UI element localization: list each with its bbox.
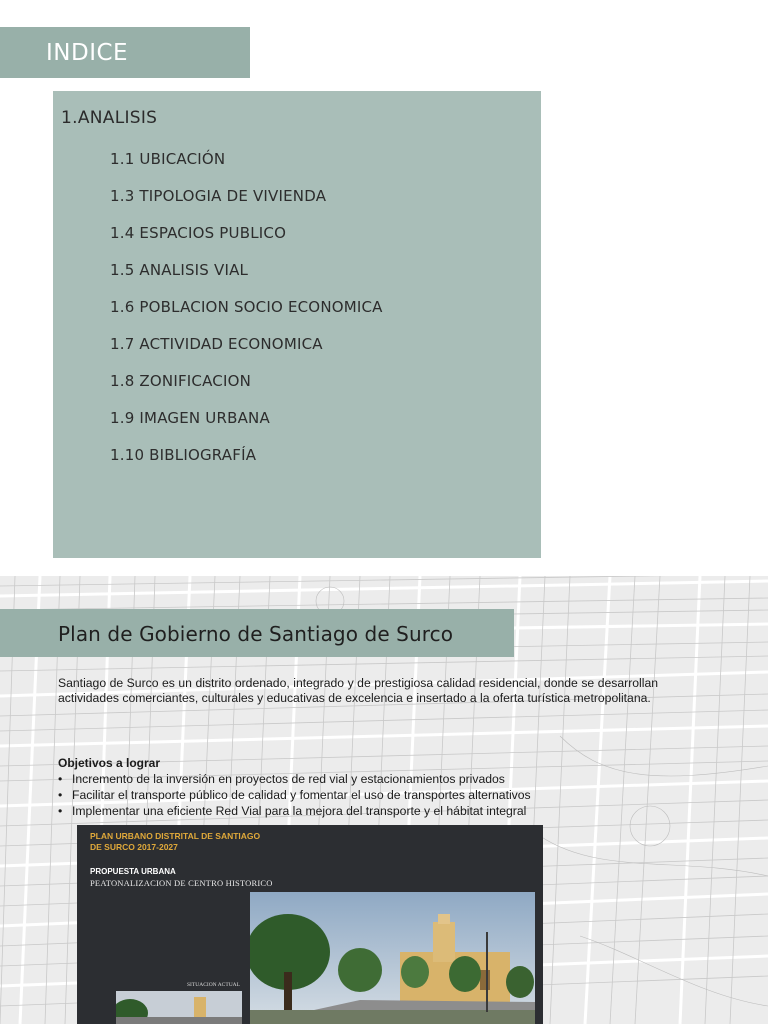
objectives-list [58,771,531,819]
index-header-text: INDICE [46,40,129,66]
toc-item: 1.5 ANALISIS VIAL [110,261,249,279]
objective-text: Facilitar el transporte público de calidad y fomentar el uso de transportes alternativos [72,788,531,802]
bullet: • [58,772,63,786]
objective-item [58,771,531,787]
toc-item: 1.8 ZONIFICACION [110,372,251,390]
street-photo [250,892,535,1024]
toc-item: 1.9 IMAGEN URBANA [110,409,270,427]
slide-title-bar [0,609,514,657]
toc-item: 1.7 ACTIVIDAD ECONOMICA [110,335,323,353]
toc-item: 1.3 TIPOLOGIA DE VIVIENDA [110,187,327,205]
bullet: • [58,788,63,802]
toc-list [110,148,383,481]
toc-panel [53,91,541,558]
plan-small-label: SITUACION ACTUAL [187,982,241,988]
objective-text: Incremento de la inversión en proyectos de red vial y estacionamientos privados [72,772,505,786]
objective-text: Implementar una eficiente Red Vial para la mejora del transporte y el hábitat integral [72,804,527,818]
plan-subtitle: PROPUESTA URBANA [90,867,176,876]
toc-heading: 1.ANALISIS [61,108,158,128]
toc-item: 1.6 POBLACION SOCIO ECONOMICA [110,298,383,316]
bullet: • [58,804,63,818]
plan-title: PLAN URBANO DISTRITAL DE SANTIAGO DE SURCO 2017-2027 [90,831,261,852]
intro-paragraph: Santiago de Surco es un distrito ordenado, integrado y de prestigiosa calidad residencial, donde se desarrollan actividades comerciantes, culturales y educativas de excelencia e insertado a la oferta turística metropolitana. [58,676,658,705]
plan-subtitle-2: PEATONALIZACION DE CENTRO HISTORICO [90,878,273,888]
slide-plan-gobierno [0,576,768,1024]
toc-item: 1.1 UBICACIÓN [110,150,226,168]
objective-item [58,803,531,819]
current-situation-photo [116,991,242,1024]
toc-item: 1.10 BIBLIOGRAFÍA [110,446,257,464]
objectives-title: Objetivos a lograr [58,756,161,770]
toc-item: 1.4 ESPACIOS PUBLICO [110,224,287,242]
objective-item [58,787,531,803]
plan-urbano-image [77,825,543,1024]
index-header [0,27,250,78]
slide-title: Plan de Gobierno de Santiago de Surco [58,622,454,646]
